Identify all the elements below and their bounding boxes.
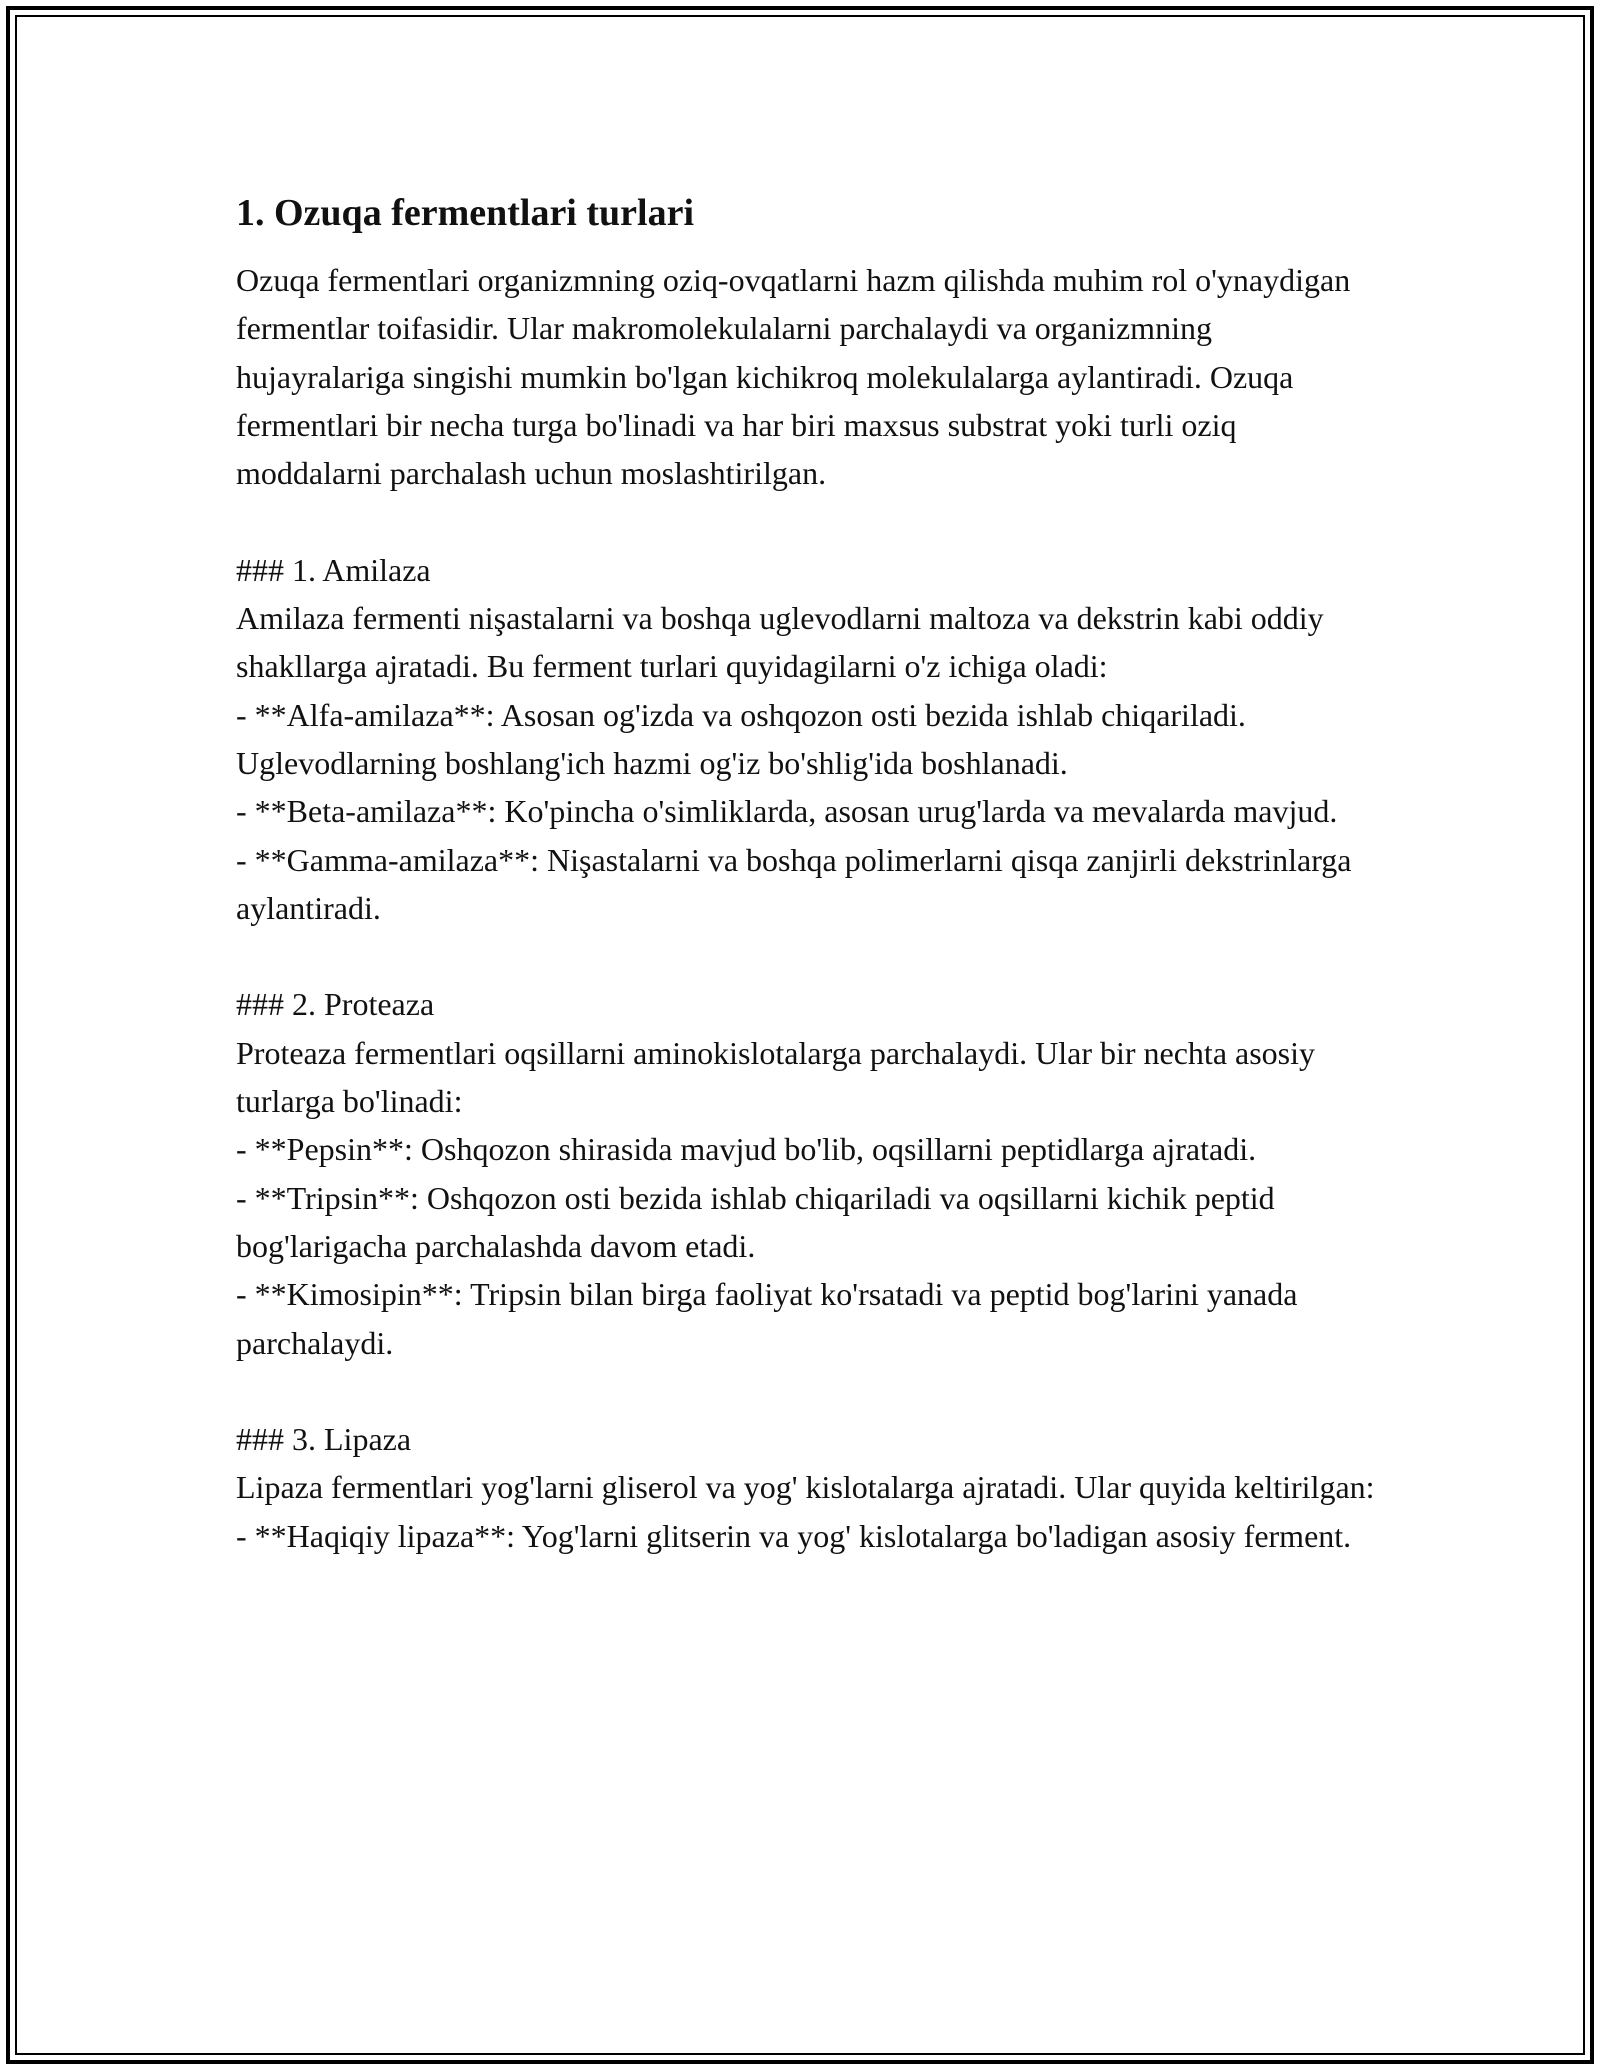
spacer-line bbox=[236, 1367, 1376, 1415]
section-body-lipaza: Lipaza fermentlari yog'larni gliserol va yog' kislotalarga ajratadi. Ular quyida keltirilgan: - **Haqiqiy lipaza**: Yog'larni glitserin va yog' kislotalarga bo'ladigan asosiy ferment. bbox=[236, 1469, 1375, 1554]
document-title: 1. Ozuqa fermentlari turlari bbox=[236, 192, 695, 234]
section-heading-lipaza: ### 3. Lipaza bbox=[236, 1421, 412, 1458]
section-body-amilaza: Amilaza fermenti nişastalarni va boshqa uglevodlarni maltoza va dekstrin kabi oddiy shakllarga ajratadi. Bu ferment turlari quyidagilarni o'z ichiga oladi: - **Alfa-amilaza**: Asosan og'izda va oshqozon osti bezida ishlab chiqariladi. Uglevodlarning boshlang'ich hazmi og'iz bo'shlig'ida boshlanadi. - **Beta-amilaza**: Ko'pincha o'simliklarda, asosan urug'larda va mevalarda mavjud. - **Gamma-amilaza**: Nişastalarni va boshqa polimerlarni qisqa zanjirli dekstrinlarga aylantiradi. bbox=[236, 600, 1352, 926]
intro-paragraph: Ozuqa fermentlari organizmning oziq-ovqatlarni hazm qilishda muhim rol o'ynaydigan fermentlar toifasidir. Ular makromolekulalarni parchalaydi va organizmning hujayralariga singishi mumkin bo'lgan kichikroq molekulalarga aylantiradi. Ozuqa fermentlari bir necha turga bo'linadi va har biri maxsus substrat yoki turli oziq moddalarni parchalash uchun moslashtirilgan. bbox=[236, 262, 1351, 492]
section-heading-amilaza: ### 1. Amilaza bbox=[236, 551, 431, 588]
document-content bbox=[236, 188, 1376, 1560]
spacer-line bbox=[236, 497, 1376, 545]
section-heading-proteaza: ### 2. Proteaza bbox=[236, 986, 435, 1023]
spacer-line bbox=[236, 932, 1376, 980]
section-body-proteaza: Proteaza fermentlari oqsillarni aminokislotalarga parchalaydi. Ular bir nechta asosiy turlarga bo'linadi: - **Pepsin**: Oshqozon shirasida mavjud bo'lib, oqsillarni peptidlarga ajratadi. - **Tripsin**: Oshqozon osti bezida ishlab chiqariladi va oqsillarni kichik peptid bog'larigacha parchalashda davom etadi. - **Kimosipin**: Tripsin bilan birga faoliyat ko'rsatadi va peptid bog'larini yanada parchalaydi. bbox=[236, 1034, 1316, 1361]
